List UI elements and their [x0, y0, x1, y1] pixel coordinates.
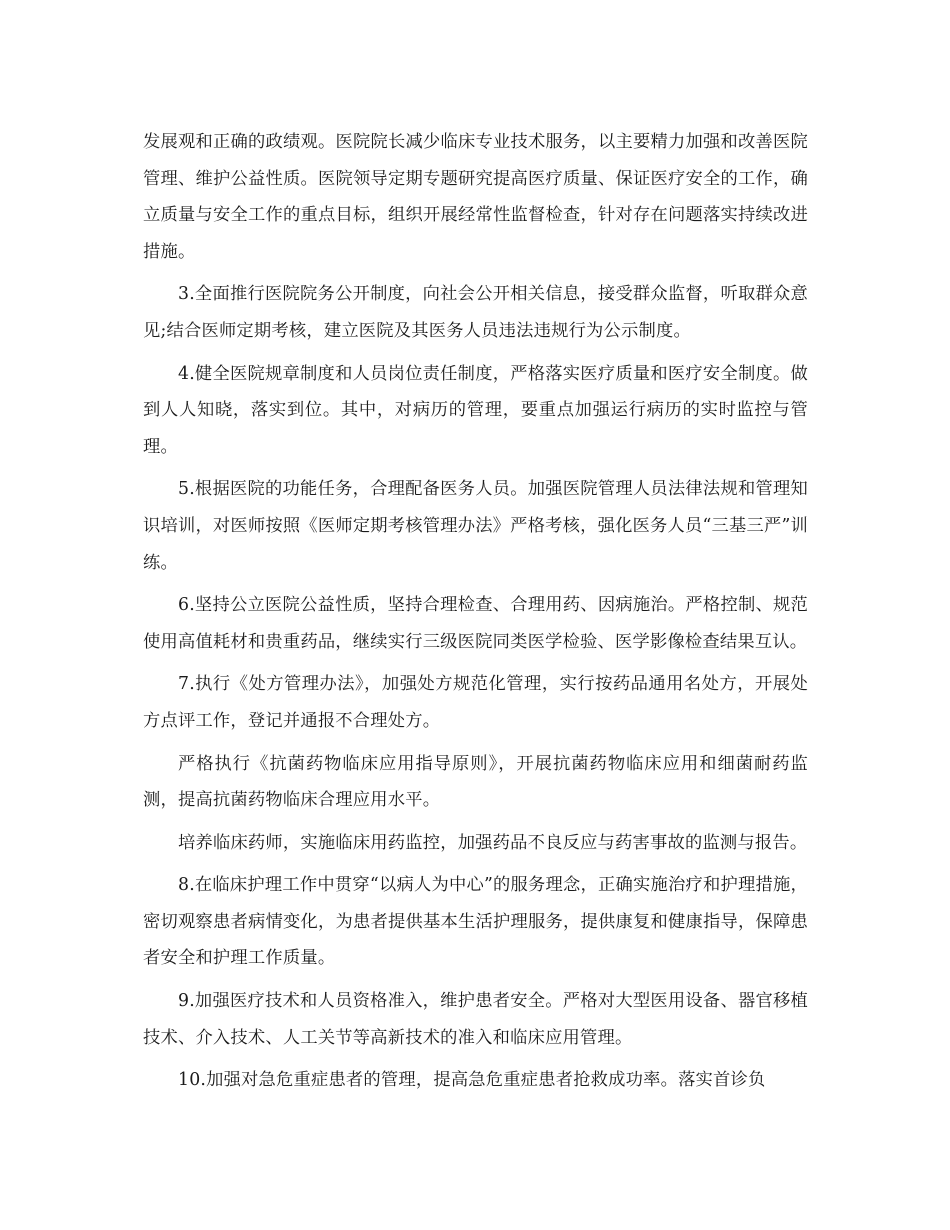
paragraph-pharmacists: 培养临床药师，实施临床用药监控，加强药品不良反应与药害事故的监测与报告。: [178, 832, 808, 853]
paragraph-continuation: 发展观和正确的政绩观。医院院长减少临床专业技术服务，以主要精力加强和改善医院管理、维护公益性质。医院领导定期专题研究提高医疗质量、保证医疗安全的工作，确立质量与安全工作的重点目标，组织开展经常性监督检查，针对存在问题落实持续改进措施。: [143, 132, 808, 262]
paragraph-item-9: 9.加强医疗技术和人员资格准入，维护患者安全。严格对大型医用设备、器官移植技术、介入技术、人工关节等高新技术的准入和临床应用管理。: [143, 991, 808, 1048]
paragraph-item-10: 10.加强对急危重症患者的管理，提高急危重症患者抢救成功率。落实首诊负: [178, 1070, 766, 1091]
paragraph-antibiotics: 严格执行《抗菌药物临床应用指导原则》，开展抗菌药物临床应用和细菌耐药监测，提高抗菌药物临床合理应用水平。: [143, 753, 808, 811]
paragraph-item-8: 8.在临床护理工作中贯穿“以病人为中心”的服务理念，正确实施治疗和护理措施，密切观察患者病情变化，为患者提供基本生活护理服务，提供康复和健康指导，保障患者安全和护理工作质量。: [143, 875, 808, 969]
paragraph-item-3: 3.全面推行医院院务公开制度，向社会公开相关信息，接受群众监督，听取群众意见;结合医师定期考核，建立医院及其医务人员违法违规行为公示制度。: [143, 284, 808, 341]
paragraph-item-6: 6.坚持公立医院公益性质，坚持合理检查、合理用药、因病施治。严格控制、规范使用高值耗材和贵重药品，继续实行三级医院同类医学检验、医学影像检查结果互认。: [143, 595, 808, 652]
paragraph-item-7: 7.执行《处方管理办法》，加强处方规范化管理，实行按药品通用名处方，开展处方点评工作，登记并通报不合理处方。: [143, 674, 808, 731]
paragraph-item-5: 5.根据医院的功能任务，合理配备医务人员。加强医院管理人员法律法规和管理知识培训，对医师按照《医师定期考核管理办法》严格考核，强化医务人员“三基三严”训练。: [143, 479, 808, 573]
document-body: [143, 124, 808, 1105]
paragraph-item-4: 4.健全医院规章制度和人员岗位责任制度，严格落实医疗质量和医疗安全制度。做到人人知晓，落实到位。其中，对病历的管理，要重点加强运行病历的实时监控与管理。: [143, 363, 808, 457]
